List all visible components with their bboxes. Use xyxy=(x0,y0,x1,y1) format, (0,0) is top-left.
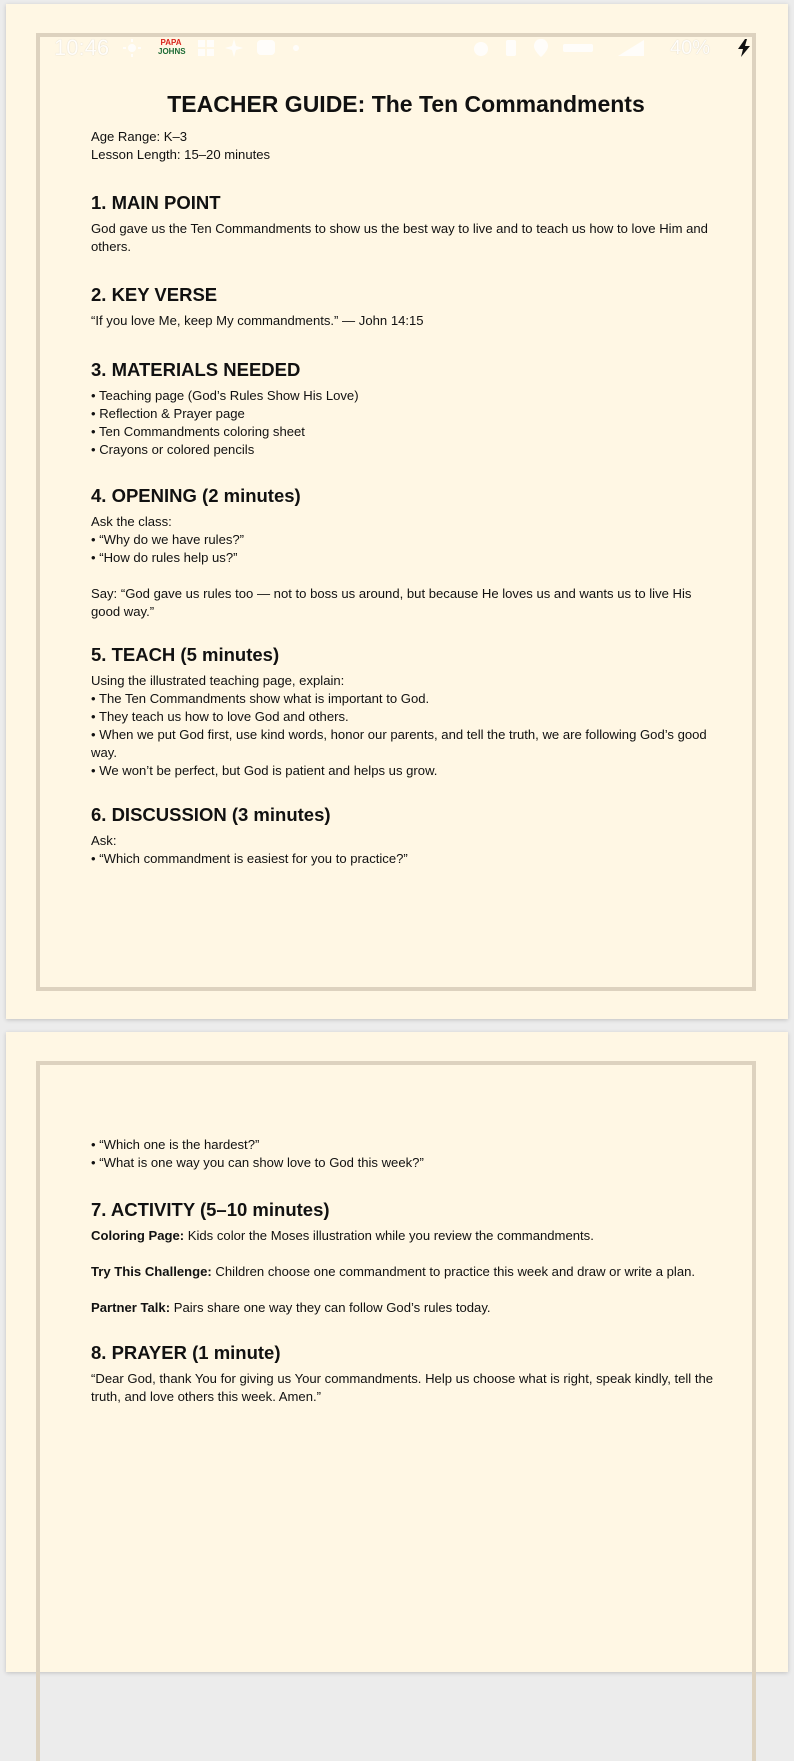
list-item: • “Which commandment is easiest for you to practice?” xyxy=(91,851,408,866)
activity-description: Kids color the Moses illustration while you review the commandments. xyxy=(184,1228,594,1243)
document-page-1 xyxy=(6,4,788,1019)
status-time: 10:46 xyxy=(54,35,110,60)
document-page-2 xyxy=(6,1032,788,1672)
grid-app-icon xyxy=(196,38,216,58)
section-heading-main-point: 1. MAIN POINT xyxy=(91,192,221,213)
opening-intro: Ask the class: xyxy=(91,514,172,529)
section-heading-teach: 5. TEACH (5 minutes) xyxy=(91,644,280,665)
spacer xyxy=(91,567,721,585)
main-point-line: others. xyxy=(91,239,132,254)
activity-description: Children choose one commandment to practice this week and draw or write a plan. xyxy=(211,1264,696,1279)
activity-label: Coloring Page: xyxy=(91,1228,185,1243)
materials-list xyxy=(91,387,721,459)
lesson-meta xyxy=(91,128,721,164)
opening-say-line: good way.” xyxy=(91,604,155,619)
discussion-intro: Ask: xyxy=(91,833,117,848)
network-4g-icon xyxy=(561,38,597,58)
charging-icon xyxy=(736,39,752,57)
activity-text xyxy=(91,1227,721,1317)
location-icon xyxy=(531,38,551,58)
opening-text xyxy=(91,513,721,621)
main-point-text xyxy=(91,220,721,256)
discussion-text xyxy=(91,832,721,868)
section-heading-activity: 7. ACTIVITY (5–10 minutes) xyxy=(91,1199,330,1220)
signal-icon xyxy=(616,38,646,58)
main-point-line: God gave us the Ten Commandments to show us the best way to live and to teach us how to love Him and xyxy=(91,221,708,236)
battery-level: 40% xyxy=(669,37,710,59)
section-heading-materials: 3. MATERIALS NEEDED xyxy=(91,359,301,380)
brand-line-2: JOHNS xyxy=(158,47,186,56)
alarm-icon xyxy=(471,38,491,58)
chat-app-icon xyxy=(256,38,276,58)
teach-text xyxy=(91,672,721,780)
document-title: TEACHER GUIDE: The Ten Commandments xyxy=(167,91,645,117)
key-verse-text xyxy=(91,312,721,330)
brand-line-1: PAPA xyxy=(160,38,182,47)
prayer-line: truth, and love others this week. Amen.” xyxy=(91,1389,321,1404)
list-item: • Ten Commandments coloring sheet xyxy=(91,424,305,439)
age-range: Age Range: K–3 xyxy=(91,129,188,144)
status-bar xyxy=(46,34,756,62)
activity-label: Try This Challenge: xyxy=(91,1264,212,1279)
lesson-length: Lesson Length: 15–20 minutes xyxy=(91,147,271,162)
list-item: • When we put God first, use kind words, honor our parents, and tell the truth, we are following God’s good xyxy=(91,727,707,742)
list-item: • “How do rules help us?” xyxy=(91,550,238,565)
key-verse-line: “If you love Me, keep My commandments.” — John 14:15 xyxy=(91,313,424,328)
list-item: • “Why do we have rules?” xyxy=(91,532,245,547)
list-item: • “What is one way you can show love to God this week?” xyxy=(91,1155,424,1170)
prayer-line: “Dear God, thank You for giving us Your commandments. Help us choose what is right, speak kindly, tell the xyxy=(91,1371,714,1386)
spacer xyxy=(91,1281,721,1299)
papa-johns-logo-icon xyxy=(158,38,184,60)
list-item: • Teaching page (God’s Rules Show His Love) xyxy=(91,388,359,403)
section-heading-opening: 4. OPENING (2 minutes) xyxy=(91,485,301,506)
sun-icon xyxy=(122,38,142,58)
prayer-text xyxy=(91,1370,721,1406)
list-item: • The Ten Commandments show what is important to God. xyxy=(91,691,430,706)
discussion-continued xyxy=(91,1136,721,1172)
list-item: • Reflection & Prayer page xyxy=(91,406,245,421)
activity-label: Partner Talk: xyxy=(91,1300,171,1315)
spacer xyxy=(91,1245,721,1263)
list-item: • “Which one is the hardest?” xyxy=(91,1137,260,1152)
vibrate-icon xyxy=(501,38,521,58)
activity-description: Pairs share one way they can follow God’s rules today. xyxy=(170,1300,491,1315)
activity-item xyxy=(91,1227,721,1245)
list-item: • Crayons or colored pencils xyxy=(91,442,255,457)
sparkle-icon xyxy=(224,38,244,58)
section-heading-key-verse: 2. KEY VERSE xyxy=(91,284,218,305)
list-item: • We won’t be perfect, but God is patient and helps us grow. xyxy=(91,763,438,778)
list-item: way. xyxy=(91,745,117,760)
notification-dot-icon xyxy=(291,38,301,58)
activity-item xyxy=(91,1299,721,1317)
section-heading-prayer: 8. PRAYER (1 minute) xyxy=(91,1342,281,1363)
activity-item xyxy=(91,1263,721,1281)
section-heading-discussion: 6. DISCUSSION (3 minutes) xyxy=(91,804,331,825)
opening-say-line: Say: “God gave us rules too — not to boss us around, but because He loves us and wants us to live His xyxy=(91,586,692,601)
list-item: • They teach us how to love God and others. xyxy=(91,709,349,724)
teach-intro: Using the illustrated teaching page, explain: xyxy=(91,673,345,688)
